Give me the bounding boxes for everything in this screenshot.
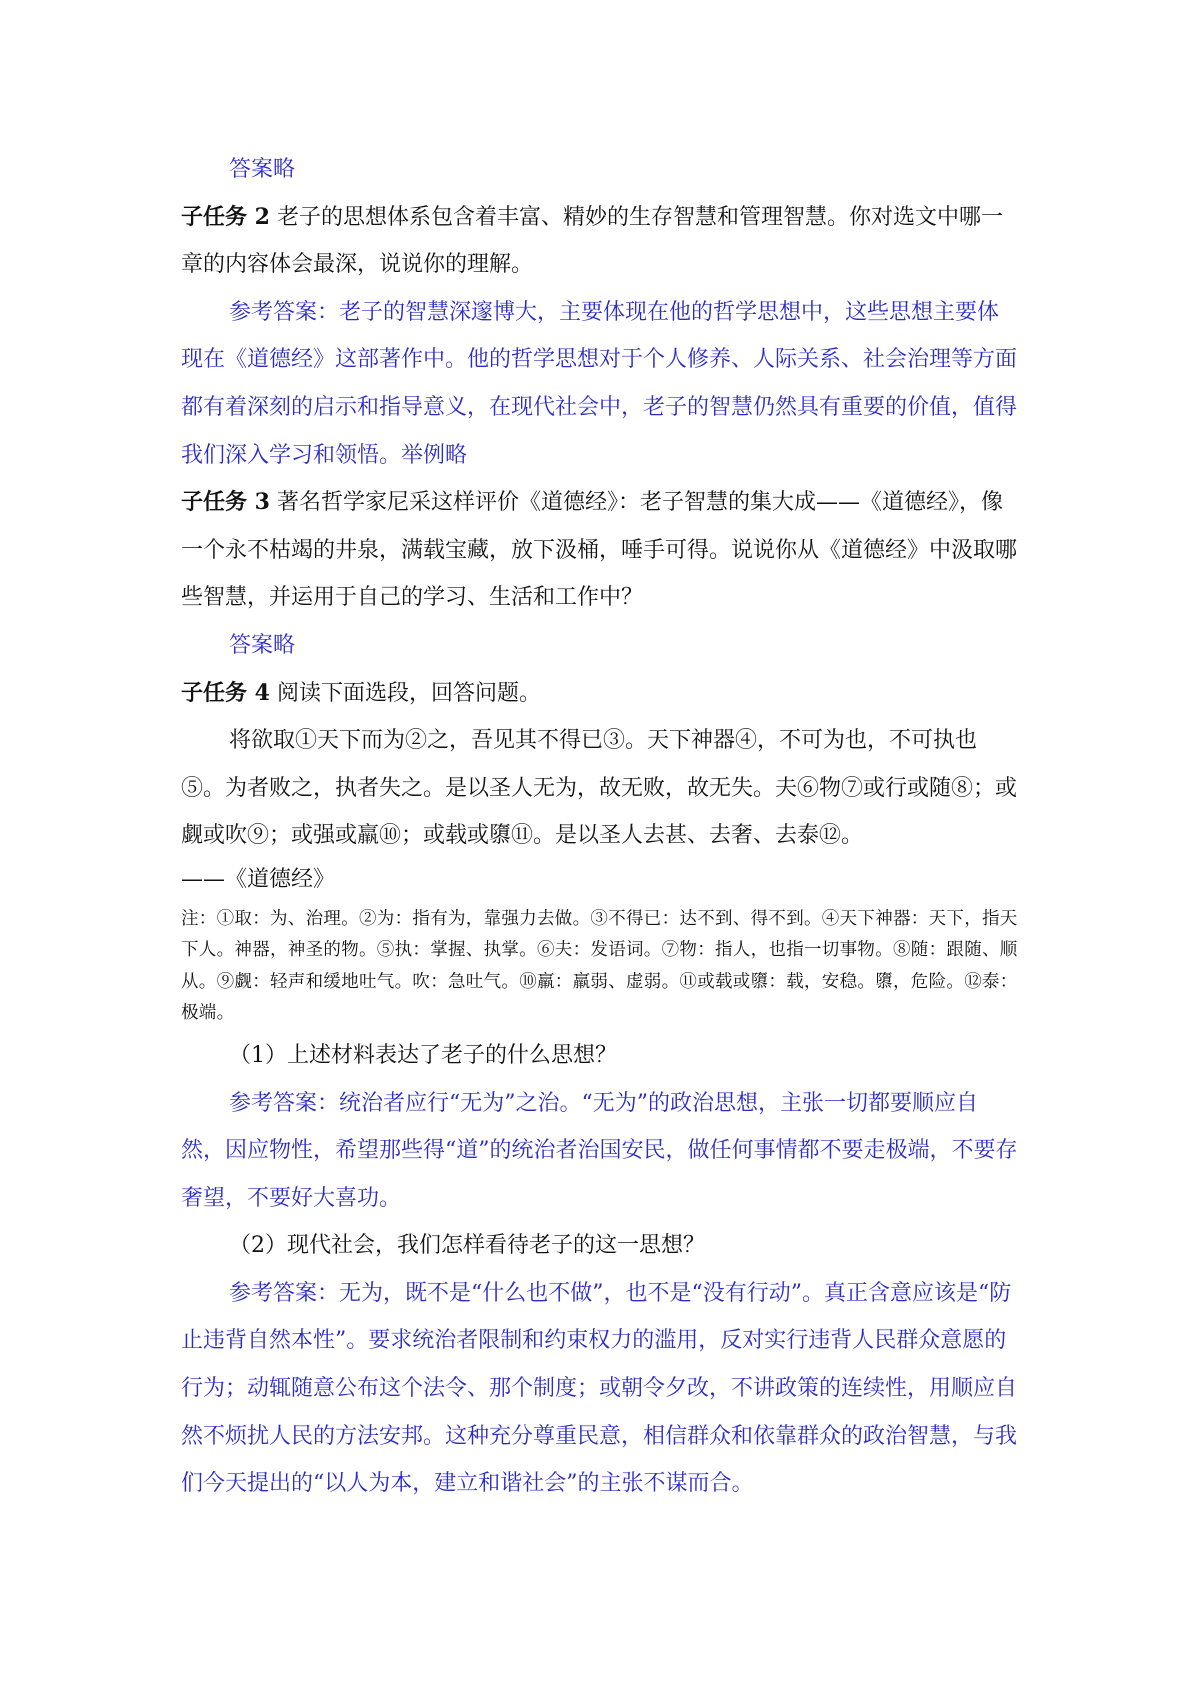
task3-answer: 答案略 [229, 632, 296, 658]
task4-question [181, 670, 1019, 718]
task2-answer: 参考答案：老子的智慧深邃博大，主要体现在他的哲学思想中，这些思想主要体现在《道德经》这部著作中。他的哲学思想对于个人修养、人际关系、社会治理等方面都有着深刻的启示和指导意义，在现代社会中，老子的智慧仍然具有重要的价值，值得我们深入学习和领悟。举例略 [181, 299, 1018, 468]
task4-question-text: 阅读下面选段，回答问题。 [269, 680, 541, 706]
passage-source: ——《道德经》 [181, 866, 336, 892]
subanswer-2: 参考答案：无为，既不是“什么也不做”，也不是“没有行动”。真正含意应该是“防止违背自然本性”。要求统治者限制和约束权力的滥用，反对实行违背人民群众意愿的行为；动辄随意公布这个法令、那个制度；或朝令夕改，不讲政策的连续性，用顺应自然不烦扰人民的方法安邦。这种充分尊重民意，相信群众和依靠群众的政治智慧，与我们今天提出的“以人为本，建立和谐社会”的主张不谋而合。 [181, 1280, 1018, 1497]
annotation-note: 注：①取：为、治理。②为：指有为，靠强力去做。③不得已：达不到、得不到。④天下神器：天下，指天下人。神器，神圣的物。⑤执：掌握、执掌。⑥夫：发语词。⑦物：指人，也指一切事物。⑧随：跟随、顺从。⑨觑：轻声和缓地吐气。吹：急吐气。⑩羸：羸弱、虚弱。⑪或载或隳：载，安稳。隳，危险。⑫泰：极端。 [181, 908, 1018, 1024]
task2-question [181, 194, 1019, 289]
subquestion-2: （2）现代社会，我们怎样看待老子的这一思想？ [229, 1233, 705, 1259]
subanswer-1: 参考答案：统治者应行“无为”之治。“无为”的政治思想，主张一切都要顺应自然，因应物性，希望那些得“道”的统治者治国安民，做任何事情都不要走极端，不要存奢望，不要好大喜功。 [181, 1090, 1018, 1211]
task4-label: 子任务 4 [181, 679, 270, 706]
document-body [181, 146, 1019, 1508]
task2-question-text: 老子的思想体系包含着丰富、精妙的生存智慧和管理智慧。你对选文中哪一章的内容体会最深，说说你的理解。 [181, 204, 1003, 278]
task3-question-text: 著名哲学家尼采这样评价《道德经》：老子智慧的集大成——《道德经》，像一个永不枯竭的井泉，满载宝藏，放下汲桶，唾手可得。说说你从《道德经》中汲取哪些智慧，并运用于自己的学习、生活和工作中？ [181, 490, 1018, 611]
task3-question [181, 479, 1019, 622]
answer-brief: 答案略 [229, 157, 296, 182]
task4-passage: 将欲取①天下而为②之，吾见其不得已③。天下神器④，不可为也，不可执也⑤。为者败之，执者失之。是以圣人无为，故无败，故无失。夫⑥物⑦或行或随⑧；或觑或吹⑨；或强或羸⑩；或载或隳⑪。是以圣人去甚、去奢、去泰⑫。 [181, 728, 1018, 849]
task2-label: 子任务 2 [181, 203, 270, 230]
task3-label: 子任务 3 [181, 489, 270, 516]
subquestion-1: （1）上述材料表达了老子的什么思想？ [229, 1042, 617, 1068]
